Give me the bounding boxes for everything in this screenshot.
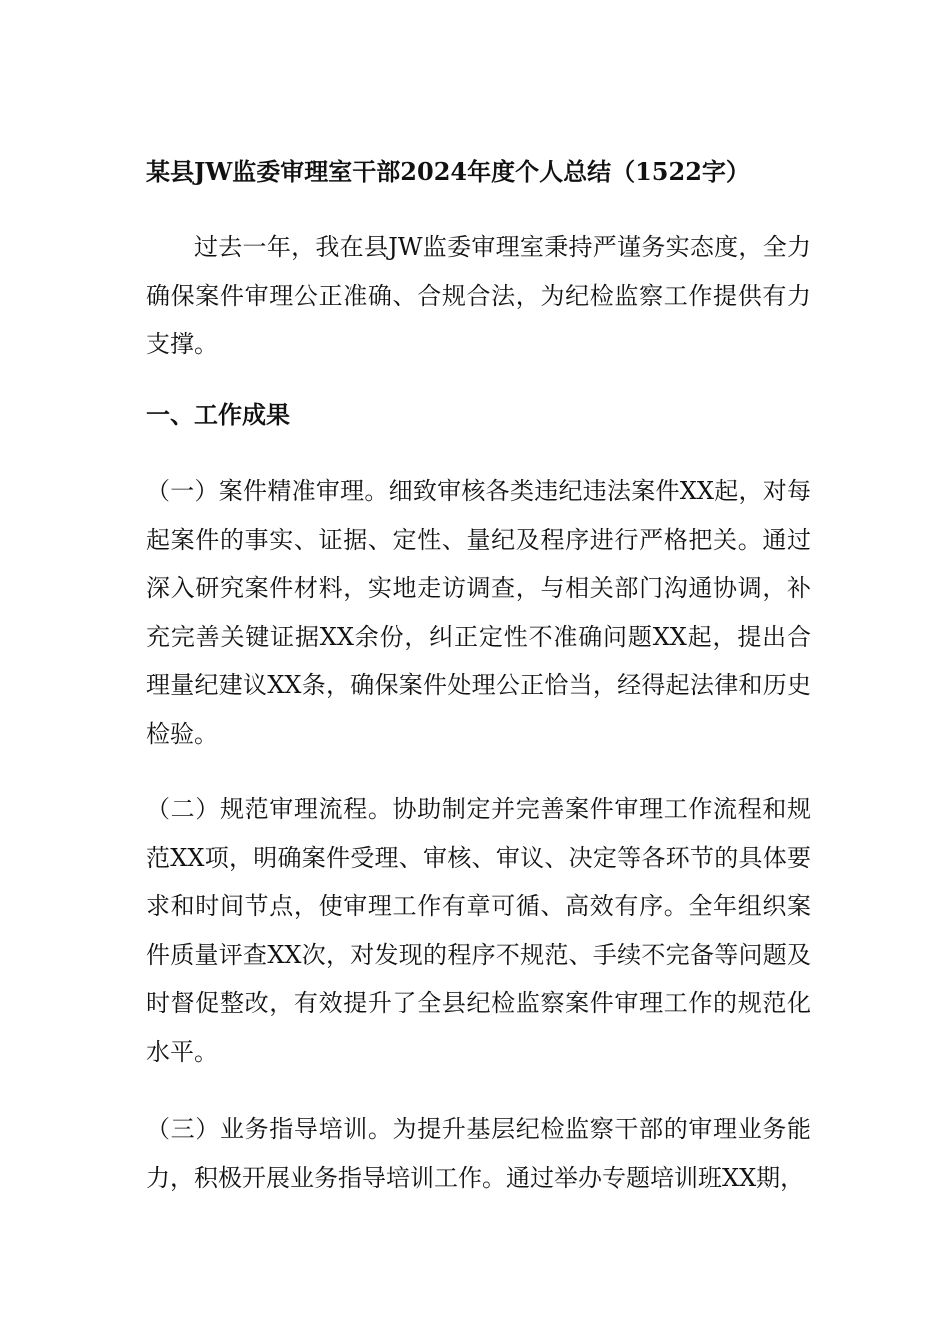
body-paragraph-3: （三）业务指导培训。为提升基层纪检监察干部的审理业务能力，积极开展业务指导培训工作。通过举办专题培训班XX期，	[146, 1115, 811, 1192]
body-paragraph-1: （一）案件精准审理。细致审核各类违纪违法案件XX起，对每起案件的事实、证据、定性、量纪及程序进行严格把关。通过深入研究案件材料，实地走访调查，与相关部门沟通协调，补充完善关键证据XX余份，纠正定性不准确问题XX起，提出合理量纪建议XX条，确保案件处理公正恰当，经得起法律和历史检验。	[146, 477, 811, 748]
document-title: 某县JW监委审理室干部2024年度个人总结（1522字）	[146, 157, 750, 186]
body-paragraph-2: （二）规范审理流程。协助制定并完善案件审理工作流程和规范XX项，明确案件受理、审核、审议、决定等各环节的具体要求和时间节点，使审理工作有章可循、高效有序。全年组织案件质量评查XX次，对发现的程序不规范、手续不完备等问题及时督促整改，有效提升了全县纪检监察案件审理工作的规范化水平。	[146, 795, 811, 1066]
section-heading: 一、工作成果	[146, 400, 290, 429]
intro-paragraph: 过去一年，我在县JW监委审理室秉持严谨务实态度，全力确保案件审理公正准确、合规合法，为纪检监察工作提供有力支撑。	[146, 233, 811, 358]
